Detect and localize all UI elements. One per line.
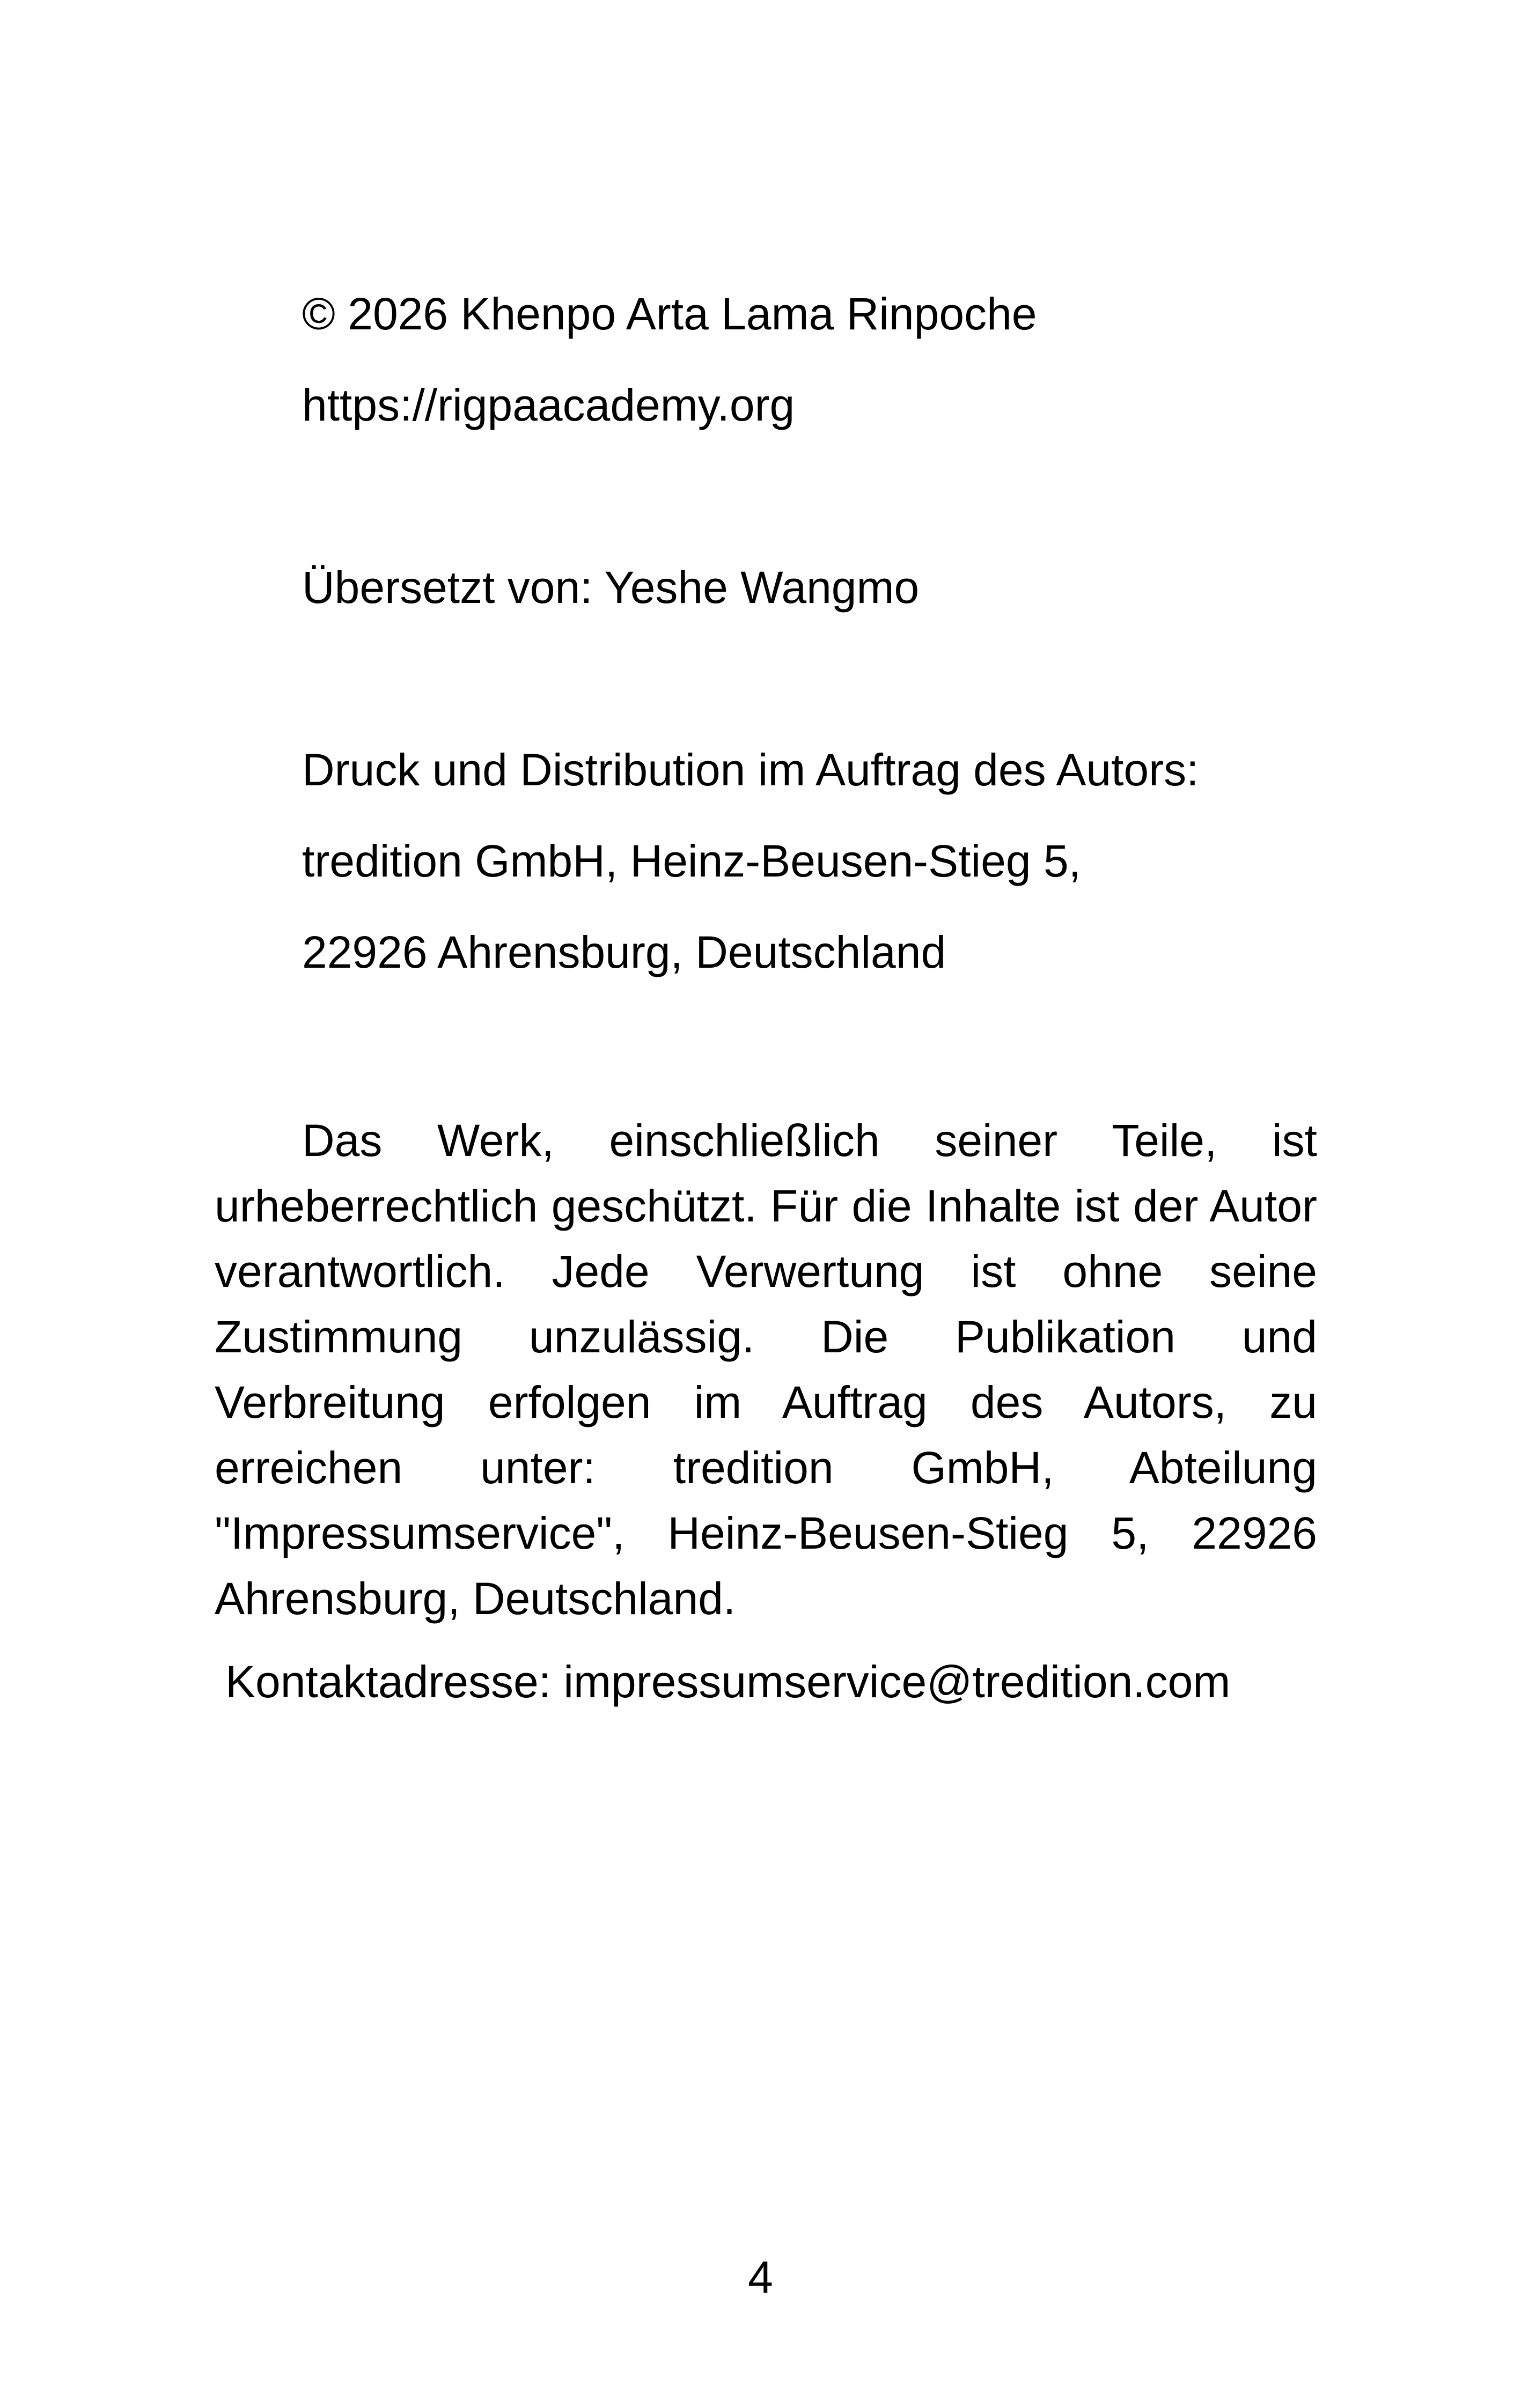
- contact-address[interactable]: Kontaktadresse: impressumservice@tredition.com: [225, 1656, 1231, 1707]
- page-number: 4: [748, 2252, 773, 2302]
- website-link[interactable]: https://rigpaacademy.org: [302, 380, 795, 430]
- printer-line-2: tredition GmbH, Heinz-Beusen-Stieg 5,: [302, 836, 1081, 886]
- printer-line-3: 22926 Ahrensburg, Deutschland: [302, 927, 946, 977]
- copyright-line: © 2026 Khenpo Arta Lama Rinpoche: [302, 289, 1037, 339]
- legal-notice-paragraph: Das Werk, einschließlich seiner Teile, ist urheberrechtlich geschützt. Für die Inhalte ist der Autor verantwortlich. Jede Verwertung ist ohne seine Zustimmung unzulässig. Die Publikation und Verbreitung erfolgen im Auftrag des Autors, zu erreichen unter: tredition GmbH, Abteilung "Impressumservice", Heinz-Beusen-Stieg 5, 22926 Ahrensburg, Deutschland.: [215, 1115, 1317, 1624]
- translator-line: Übersetzt von: Yeshe Wangmo: [302, 562, 920, 613]
- printer-line-1: Druck und Distribution im Auftrag des Autors:: [302, 745, 1199, 795]
